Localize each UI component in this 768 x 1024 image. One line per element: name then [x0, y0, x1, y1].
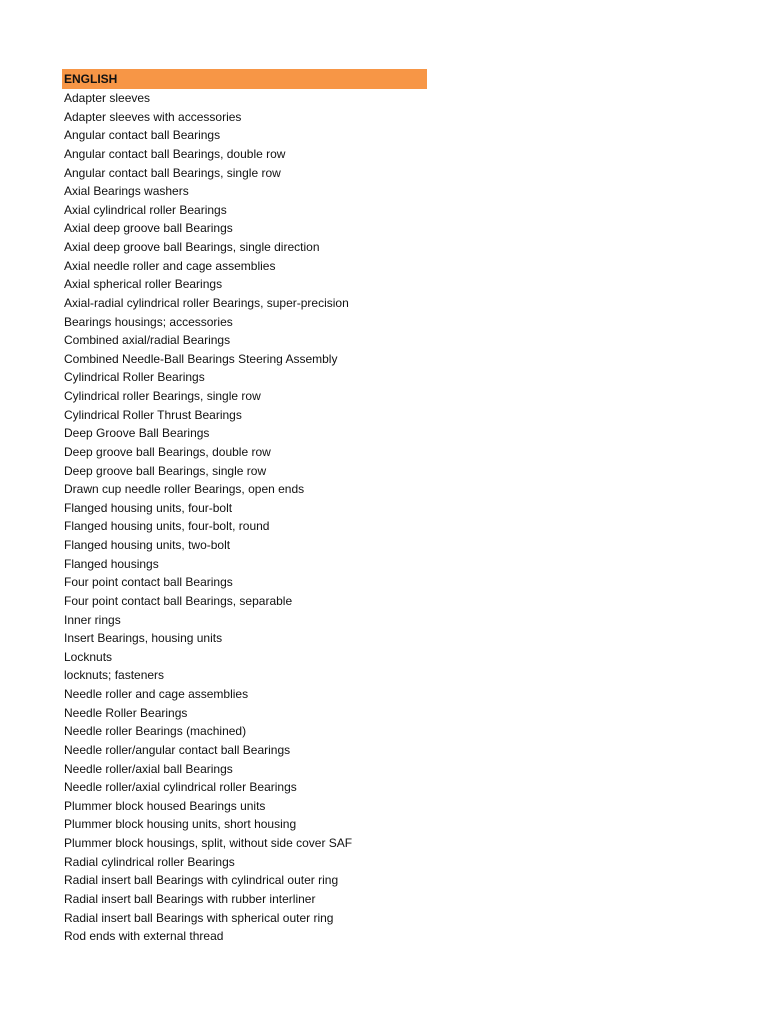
table-row[interactable]: Locknuts	[64, 649, 113, 664]
table-row[interactable]: Needle roller Bearings (machined)	[64, 724, 247, 739]
table-row[interactable]: Radial insert ball Bearings with cylindrical outer ring	[64, 873, 339, 888]
table-row[interactable]: Bearings housings; accessories	[64, 314, 233, 329]
table-row[interactable]: Radial insert ball Bearings with rubber interliner	[64, 891, 316, 906]
table-row[interactable]: Axial deep groove ball Bearings	[64, 221, 233, 236]
table-row[interactable]: Radial insert ball Bearings with spherical outer ring	[64, 910, 334, 925]
table-row[interactable]: Drawn cup needle roller Bearings, open ends	[64, 482, 305, 497]
table-row[interactable]: Axial cylindrical roller Bearings	[64, 202, 227, 217]
spreadsheet-column	[62, 69, 427, 946]
table-row[interactable]: Axial needle roller and cage assemblies	[64, 258, 276, 273]
table-row[interactable]: Flanged housing units, two-bolt	[64, 538, 231, 552]
table-row[interactable]: Axial-radial cylindrical roller Bearings, super-precision	[64, 295, 349, 310]
table-row[interactable]: Flanged housings	[64, 556, 159, 571]
table-row[interactable]: Inner rings	[64, 612, 121, 627]
table-row[interactable]: Deep Groove Ball Bearings	[64, 426, 210, 441]
column-header-english[interactable]: ENGLISH	[62, 69, 427, 89]
table-row[interactable]: Four point contact ball Bearings, separable	[64, 593, 293, 608]
table-row[interactable]: Plummer block housings, split, without side cover SAF	[64, 836, 353, 850]
table-row[interactable]: Needle roller and cage assemblies	[64, 687, 249, 701]
table-row[interactable]: Needle Roller Bearings	[64, 705, 188, 720]
table-row[interactable]: Flanged housing units, four-bolt	[64, 500, 233, 515]
table-row[interactable]: Combined Needle-Ball Bearings Steering Assembly	[64, 351, 338, 366]
table-row[interactable]: Needle roller/axial cylindrical roller Bearings	[64, 780, 297, 795]
table-row[interactable]: Needle roller/angular contact ball Bearings	[64, 742, 291, 757]
table-row[interactable]: Deep groove ball Bearings, single row	[64, 463, 267, 478]
table-row[interactable]: Axial deep groove ball Bearings, single direction	[64, 240, 320, 254]
table-row[interactable]: Radial cylindrical roller Bearings	[64, 854, 235, 869]
table-row[interactable]: Plummer block housing units, short housing	[64, 817, 297, 832]
table-row[interactable]: Axial Bearings washers	[64, 184, 189, 199]
table-row[interactable]: Axial spherical roller Bearings	[64, 277, 223, 292]
table-row[interactable]: Cylindrical roller Bearings, single row	[64, 389, 261, 403]
table-row[interactable]: Adapter sleeves with accessories	[64, 109, 242, 124]
table-row[interactable]: Angular contact ball Bearings, single row	[64, 165, 281, 180]
table-row[interactable]: Cylindrical Roller Thrust Bearings	[64, 407, 242, 422]
table-row[interactable]: Combined axial/radial Bearings	[64, 333, 231, 348]
table-row[interactable]: Plummer block housed Bearings units	[64, 798, 266, 813]
table-row[interactable]: Four point contact ball Bearings	[64, 575, 233, 590]
table-row[interactable]: Flanged housing units, four-bolt, round	[64, 519, 270, 534]
table-row[interactable]: Angular contact ball Bearings	[64, 128, 221, 143]
table-row[interactable]: Rod ends with external thread	[64, 929, 224, 944]
table-row[interactable]: Insert Bearings, housing units	[64, 631, 223, 646]
table-row[interactable]: Deep groove ball Bearings, double row	[64, 444, 271, 459]
table-row[interactable]: Needle roller/axial ball Bearings	[64, 761, 233, 776]
table-row[interactable]: Angular contact ball Bearings, double row	[64, 146, 286, 161]
table-row[interactable]: Cylindrical Roller Bearings	[64, 370, 205, 385]
table-row[interactable]: Adapter sleeves	[64, 91, 151, 105]
table-row[interactable]: locknuts; fasteners	[64, 668, 165, 683]
bearing-type-list	[62, 89, 427, 946]
